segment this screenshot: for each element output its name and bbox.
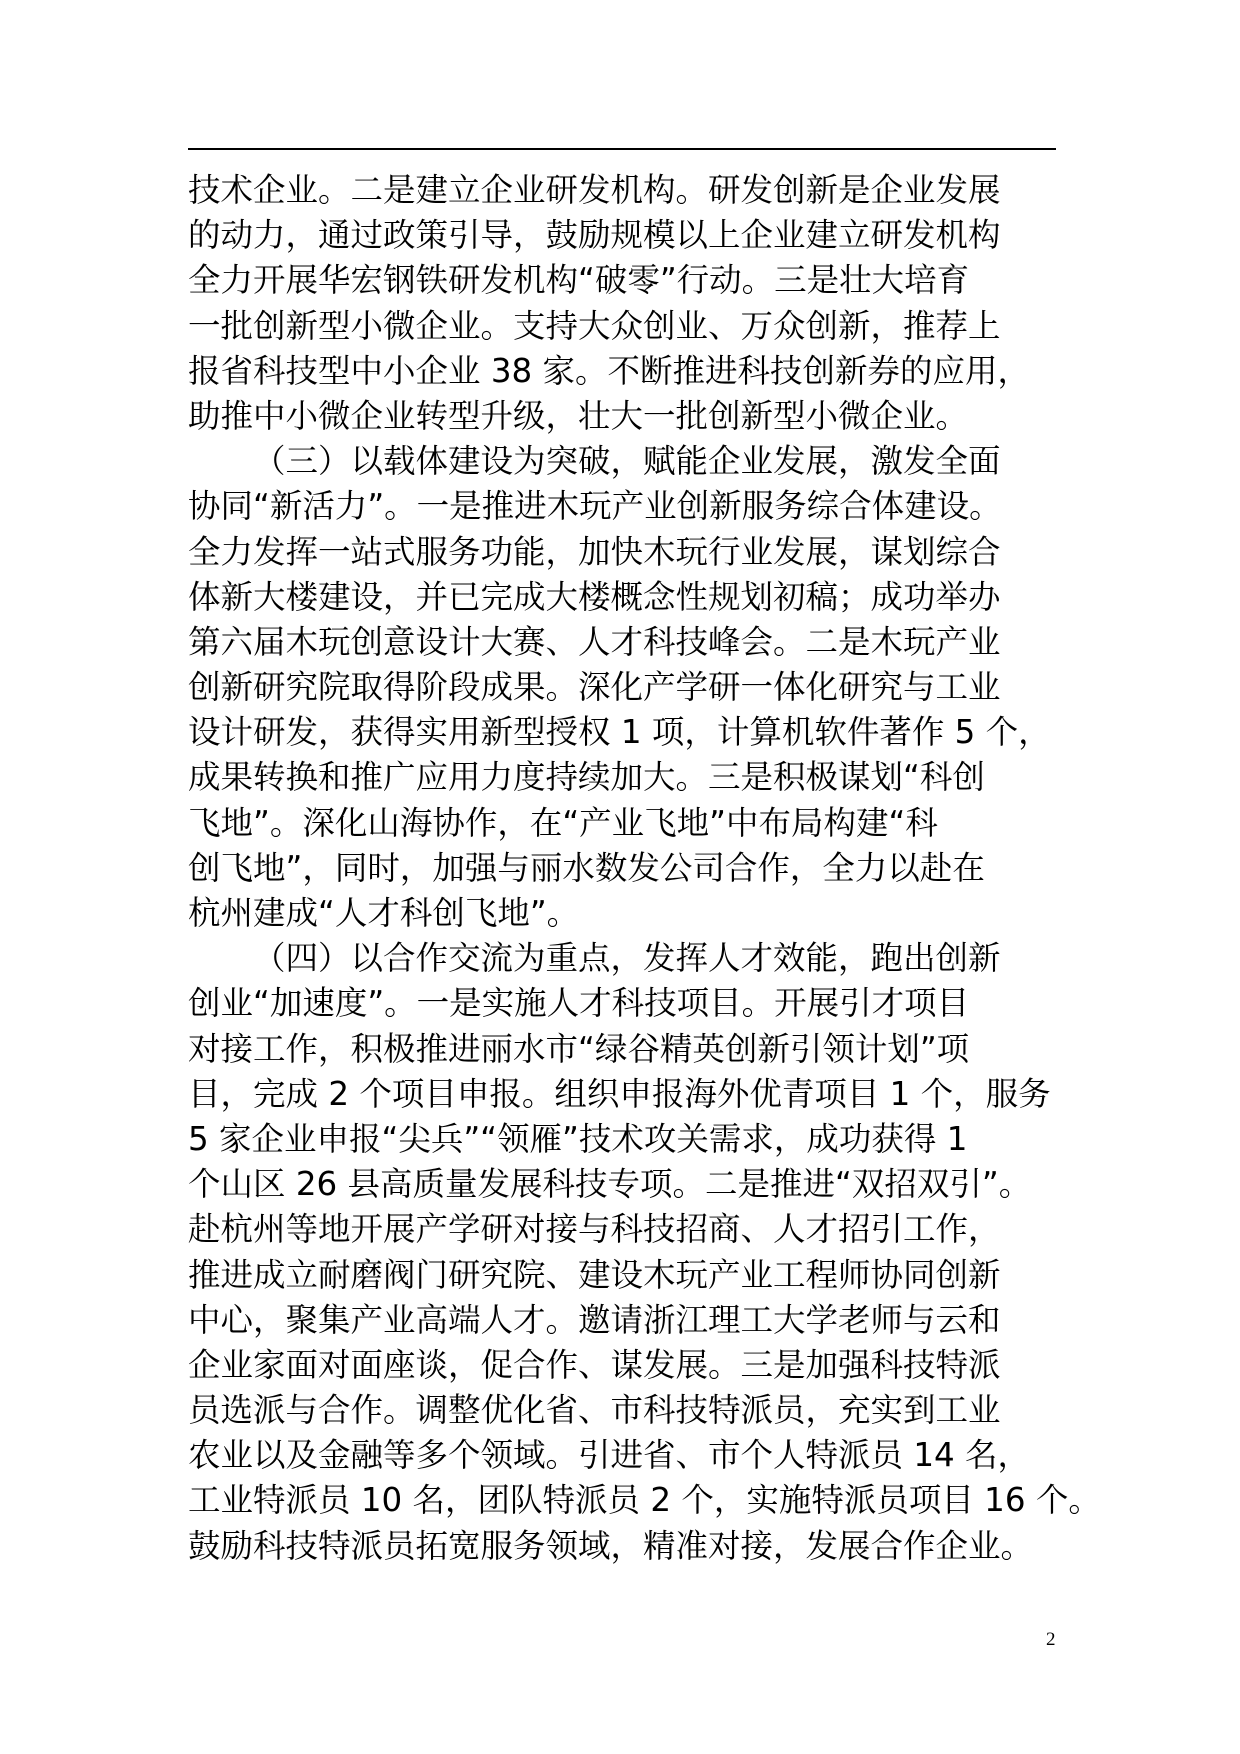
text-line: 农业以及金融等多个领域。引进省、市个人特派员 14 名， [188, 1436, 1031, 1475]
page-number: 2 [1046, 1629, 1056, 1650]
text-line: 创飞地”，同时，加强与丽水数发公司合作，全力以赴在 [188, 848, 985, 887]
section-heading-3: （三）以载体建设为突破，赋能企业发展，激发全面 [253, 442, 1001, 481]
body-text [188, 168, 1101, 1569]
text-line: 飞地”。深化山海协作，在“产业飞地”中布局构建“科 [188, 803, 938, 842]
text-line: 企业家面对面座谈，促合作、谋发展。三是加强科技特派 [188, 1345, 1001, 1384]
text-line: 赴杭州等地开展产学研对接与科技招商、人才招引工作， [188, 1210, 1001, 1249]
text-line: 体新大楼建设，并已完成大楼概念性规划初稿；成功举办 [188, 577, 1001, 616]
text-line: 助推中小微企业转型升级，壮大一批创新型小微企业。 [188, 396, 969, 435]
text-line: 创业“加速度”。一是实施人才科技项目。开展引才项目 [188, 984, 970, 1023]
text-line: 工业特派员 10 名，团队特派员 2 个，实施特派员项目 16 个。 [188, 1481, 1101, 1520]
text-line: 协同“新活力”。一是推进木玩产业创新服务综合体建设。 [188, 487, 1002, 526]
text-line: 全力发挥一站式服务功能，加快木玩行业发展，谋划综合 [188, 532, 1001, 571]
text-line: 第六届木玩创意设计大赛、人才科技峰会。二是木玩产业 [188, 622, 1001, 661]
text-line: 推进成立耐磨阀门研究院、建设木玩产业工程师协同创新 [188, 1255, 1001, 1294]
text-line: 技术企业。二是建立企业研发机构。研发创新是企业发展 [188, 171, 1001, 209]
section-heading-4: （四）以合作交流为重点，发挥人才效能，跑出创新 [253, 939, 1001, 978]
text-line: 的动力，通过政策引导，鼓励规模以上企业建立研发机构 [188, 216, 1001, 255]
text-line: 报省科技型中小企业 38 家。不断推进科技创新券的应用， [188, 351, 1031, 390]
text-line: 鼓励科技特派员拓宽服务领域，精准对接，发展合作企业。 [188, 1526, 1034, 1565]
text-line: 成果转换和推广应用力度持续加大。三是积极谋划“科创 [188, 758, 985, 797]
text-line: 员选派与合作。调整优化省、市科技特派员，充实到工业 [188, 1391, 1001, 1430]
text-line: 个山区 26 县高质量发展科技专项。二是推进“双招双引”。 [188, 1165, 1032, 1204]
header-rule [188, 148, 1056, 150]
text-line: 创新研究院取得阶段成果。深化产学研一体化研究与工业 [188, 668, 1001, 707]
text-line: 5 家企业申报“尖兵”“领雁”技术攻关需求，成功获得 1 [188, 1119, 968, 1158]
text-line: 设计研发，获得实用新型授权 1 项，计算机软件著作 5 个， [188, 713, 1051, 752]
text-line: 一批创新型小微企业。支持大众创业、万众创新，推荐上 [188, 306, 1001, 345]
text-line: 对接工作，积极推进丽水市“绿谷精英创新引领计划”项 [188, 1029, 970, 1068]
text-line: 目，完成 2 个项目申报。组织申报海外优青项目 1 个，服务 [188, 1074, 1051, 1113]
text-line: 全力开展华宏钢铁研发机构“破零”行动。三是壮大培育 [188, 261, 970, 300]
text-line: 杭州建成“人才科创飞地”。 [188, 894, 580, 932]
text-line: 中心，聚集产业高端人才。邀请浙江理工大学老师与云和 [188, 1300, 1001, 1339]
